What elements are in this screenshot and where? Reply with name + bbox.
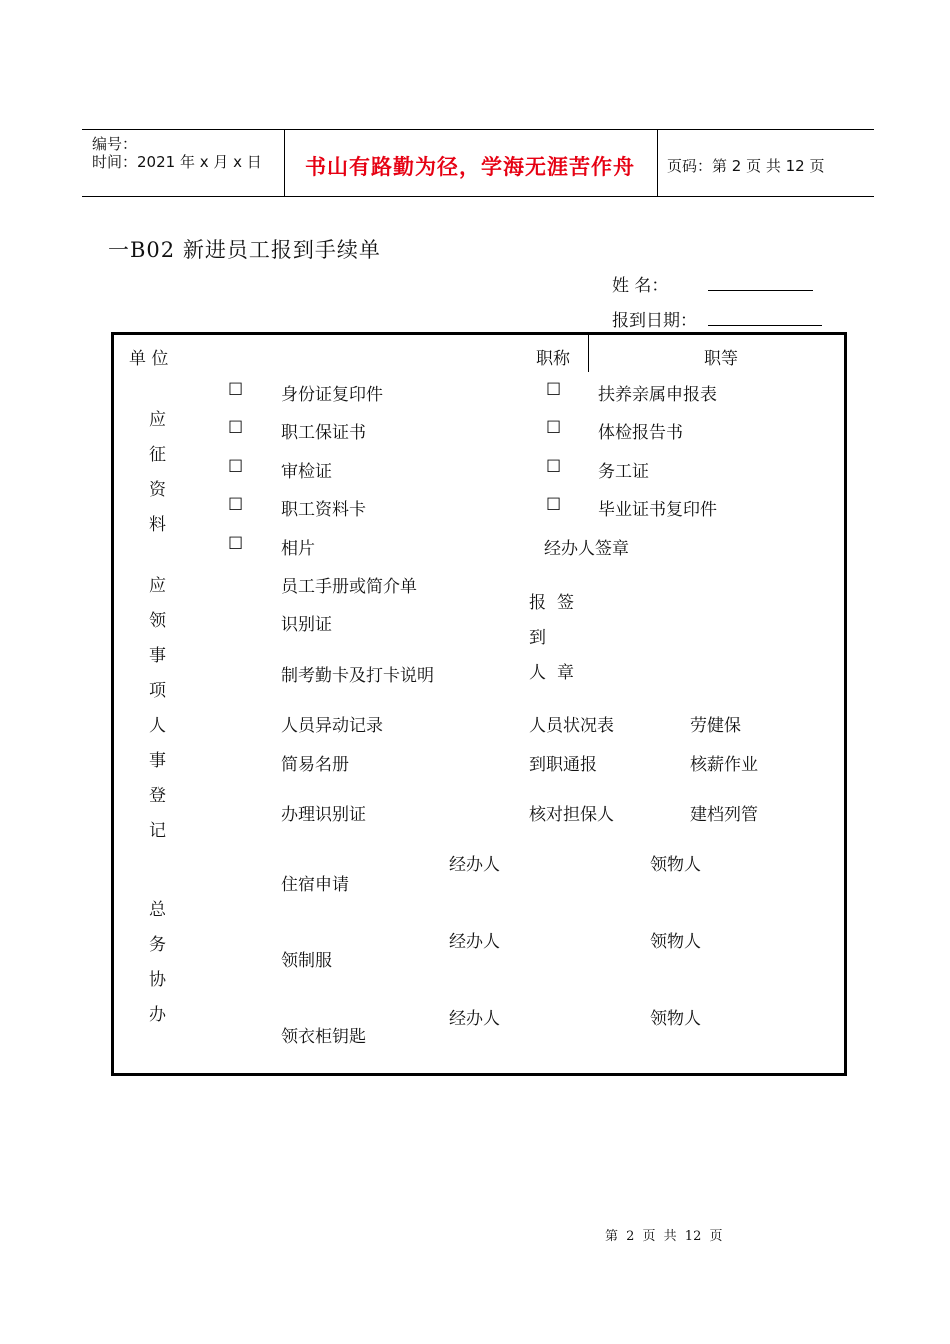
date-underline[interactable] — [708, 325, 822, 326]
section-receive-char: 领 — [149, 611, 166, 631]
receiver-label: 领物人 — [650, 932, 701, 952]
receiver-label: 领物人 — [650, 1009, 701, 1029]
general-item: 领衣柜钥匙 — [281, 1027, 366, 1047]
sign-char: 到 — [529, 628, 546, 648]
material-item: 扶养亲属申报表 — [598, 385, 717, 405]
material-item: 体检报告书 — [598, 423, 683, 443]
date-label: 报到日期： — [612, 311, 697, 331]
section-general-char: 办 — [149, 1005, 166, 1025]
section-materials-char: 应 — [149, 410, 166, 430]
name-underline[interactable] — [708, 290, 813, 291]
section-receive-char: 项 — [149, 681, 166, 701]
material-item: 审检证 — [281, 462, 332, 482]
page-label: 页码：第 2 页 共 12 页 — [667, 157, 825, 175]
checkbox[interactable]: ☐ — [546, 418, 562, 438]
form-title: 一B02 新进员工报到手续单 — [108, 238, 381, 262]
receiver-label: 领物人 — [650, 855, 701, 875]
motto: 书山有路勤为径，学海无涯苦作舟 — [305, 155, 635, 179]
checkbox[interactable]: ☐ — [228, 457, 244, 477]
hr-item: 到职通报 — [529, 755, 597, 775]
sign-char: 人 — [529, 663, 546, 683]
header-divider-1 — [284, 129, 285, 197]
section-receive-char: 事 — [149, 646, 166, 666]
checkbox[interactable]: ☐ — [228, 380, 244, 400]
section-hr-char: 登 — [149, 786, 166, 806]
hr-item: 劳健保 — [690, 716, 741, 736]
checkbox[interactable]: ☐ — [546, 495, 562, 515]
material-item: 职工保证书 — [281, 423, 366, 443]
section-hr-char: 事 — [149, 751, 166, 771]
title-rank-divider — [588, 335, 589, 372]
section-receive-char: 应 — [149, 576, 166, 596]
hr-item: 建档列管 — [690, 805, 758, 825]
hr-item: 人员异动记录 — [281, 716, 383, 736]
handler-label: 经办人 — [449, 855, 500, 875]
page-footer: 第 2 页 共 12 页 — [605, 1229, 723, 1244]
material-item: 务工证 — [598, 462, 649, 482]
sign-char: 签 — [557, 593, 574, 613]
material-item: 职工资料卡 — [281, 500, 366, 520]
receive-item: 制考勤卡及打卡说明 — [281, 666, 434, 686]
unit-label: 单 位 — [129, 349, 169, 369]
section-general-char: 协 — [149, 970, 166, 990]
general-item: 住宿申请 — [281, 875, 349, 895]
material-item: 相片 — [281, 539, 315, 559]
form-table — [111, 332, 847, 1076]
section-general-char: 务 — [149, 935, 166, 955]
section-hr-char: 记 — [149, 821, 166, 841]
section-materials-char: 资 — [149, 480, 166, 500]
time-label: 时间：2021 年 x 月 x 日 — [92, 153, 262, 171]
section-general-char: 总 — [149, 900, 166, 920]
section-materials-char: 料 — [149, 515, 166, 535]
material-item: 身份证复印件 — [281, 385, 383, 405]
title-label: 职称 — [536, 349, 570, 369]
handler-label: 经办人 — [449, 932, 500, 952]
material-item: 毕业证书复印件 — [598, 500, 717, 520]
header-top-rule — [82, 129, 874, 130]
sign-char: 报 — [529, 593, 546, 613]
receive-item: 员工手册或简介单 — [281, 577, 417, 597]
header-divider-2 — [657, 129, 658, 197]
hr-item: 核薪作业 — [690, 755, 758, 775]
header-bottom-rule — [82, 196, 874, 197]
code-label: 编号： — [92, 135, 138, 153]
hr-item: 简易名册 — [281, 755, 349, 775]
hr-item: 人员状况表 — [529, 716, 614, 736]
checkbox[interactable]: ☐ — [228, 495, 244, 515]
rank-label: 职等 — [704, 349, 738, 369]
checkbox[interactable]: ☐ — [228, 418, 244, 438]
checkbox[interactable]: ☐ — [228, 534, 244, 554]
section-materials-char: 征 — [149, 445, 166, 465]
hr-item: 办理识别证 — [281, 805, 366, 825]
checkbox[interactable]: ☐ — [546, 380, 562, 400]
handler-sign-label: 经办人签章 — [544, 539, 629, 559]
receive-item: 识别证 — [281, 615, 332, 635]
sign-char: 章 — [557, 663, 574, 683]
general-item: 领制服 — [281, 951, 332, 971]
name-label: 姓 名： — [612, 276, 669, 296]
section-hr-char: 人 — [149, 716, 166, 736]
hr-item: 核对担保人 — [529, 805, 614, 825]
handler-label: 经办人 — [449, 1009, 500, 1029]
checkbox[interactable]: ☐ — [546, 457, 562, 477]
